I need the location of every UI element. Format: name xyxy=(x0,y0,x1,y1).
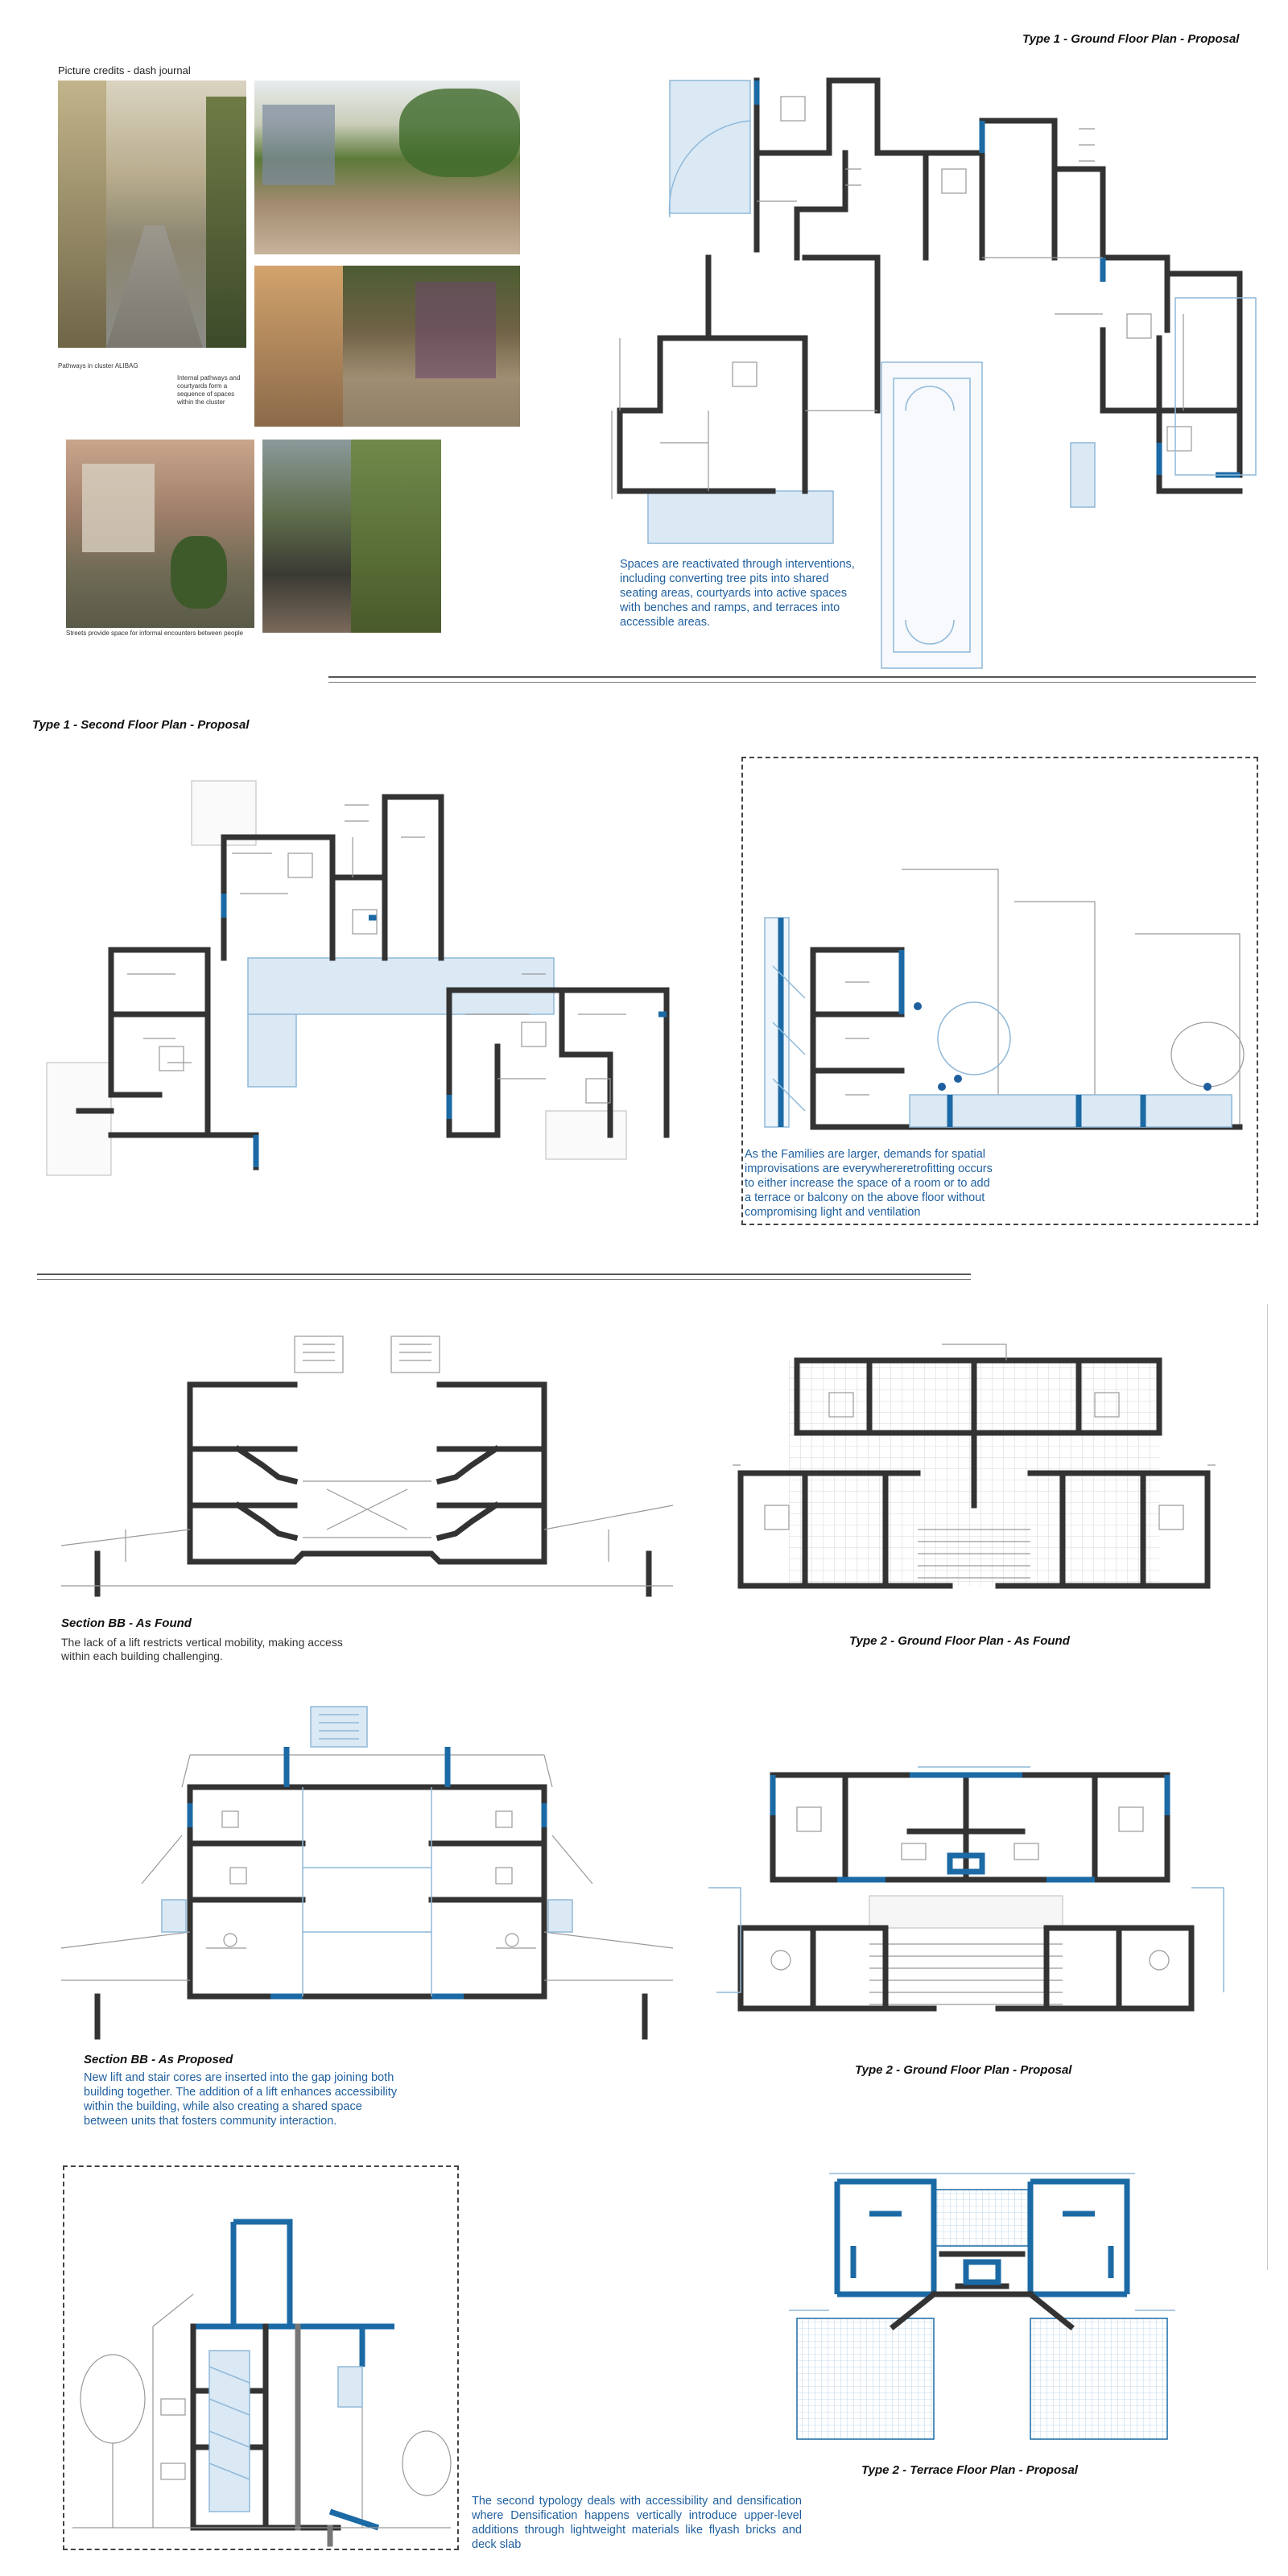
photo-stairs xyxy=(262,440,441,633)
divider-1 xyxy=(328,676,1256,678)
section-bb-proposed xyxy=(61,1707,673,2045)
photo-square xyxy=(254,80,520,254)
text-second-typology: The second typology deals with accessibility and densification where Densification happens vertically introduce upper-level additions through lightweight materials like flyash bricks and deck slab xyxy=(472,2495,802,2551)
plan-t1-ground xyxy=(604,72,1264,596)
divider-2 xyxy=(37,1274,971,1275)
text-lift: The lack of a lift restricts vertical mobility, making access within each building challenging. xyxy=(61,1636,343,1662)
title-sec-proposed: Section BB - As Proposed xyxy=(84,2053,233,2066)
picture-credit: Picture credits - dash journal xyxy=(58,64,191,76)
right-edge-line xyxy=(1267,1304,1268,2270)
plan-t2-ground-prop xyxy=(708,1767,1224,2033)
text-families: As the Families are larger, demands for spatial improvisations are everywhereretrofitting occurs to either increase the space of a room or to add a terrace or balcony on the above floor without compromising light and ventilation xyxy=(745,1148,993,1219)
section-axon xyxy=(72,2206,451,2544)
plan-t2-terrace xyxy=(789,2174,1191,2447)
title-t2-ground-prop: Type 2 - Ground Floor Plan - Proposal xyxy=(855,2063,1072,2077)
photo-street xyxy=(66,440,254,628)
photo-alley xyxy=(58,80,246,348)
text-spaces-reactivated: Spaces are reactivated through interventions, including converting tree pits into shared seating areas, courtyards into active spaces with benches and ramps, and terraces into accessible areas. xyxy=(620,558,855,629)
section-bb-found xyxy=(61,1336,673,1594)
title-t1-second: Type 1 - Second Floor Plan - Proposal xyxy=(32,718,250,732)
text-proposed: New lift and stair cores are inserted into the gap joining both building together. The addition of a lift enhances accessibility within the building, while also creating a shared space between units that fosters community interaction. xyxy=(84,2071,398,2128)
title-sec-found: Section BB - As Found xyxy=(61,1616,192,1630)
elevation-drawing xyxy=(757,853,1248,1159)
divider-1b xyxy=(328,682,1256,683)
photo-courtyard xyxy=(254,266,520,427)
title-t1-ground: Type 1 - Ground Floor Plan - Proposal xyxy=(1022,32,1240,46)
caption-pathways: Pathways in cluster ALIBAG xyxy=(58,362,138,369)
caption-streets: Streets provide space for informal encounters between people xyxy=(66,630,244,637)
divider-2b xyxy=(37,1279,971,1280)
title-t2-terrace: Type 2 - Terrace Floor Plan - Proposal xyxy=(861,2463,1078,2477)
plan-t2-ground-found xyxy=(733,1344,1216,1602)
plan-t1-second xyxy=(47,773,683,1191)
title-t2-ground-found: Type 2 - Ground Floor Plan - As Found xyxy=(849,1634,1070,1648)
caption-internal: Internal pathways and courtyards form a sequence of spaces within the cluster xyxy=(177,374,241,406)
